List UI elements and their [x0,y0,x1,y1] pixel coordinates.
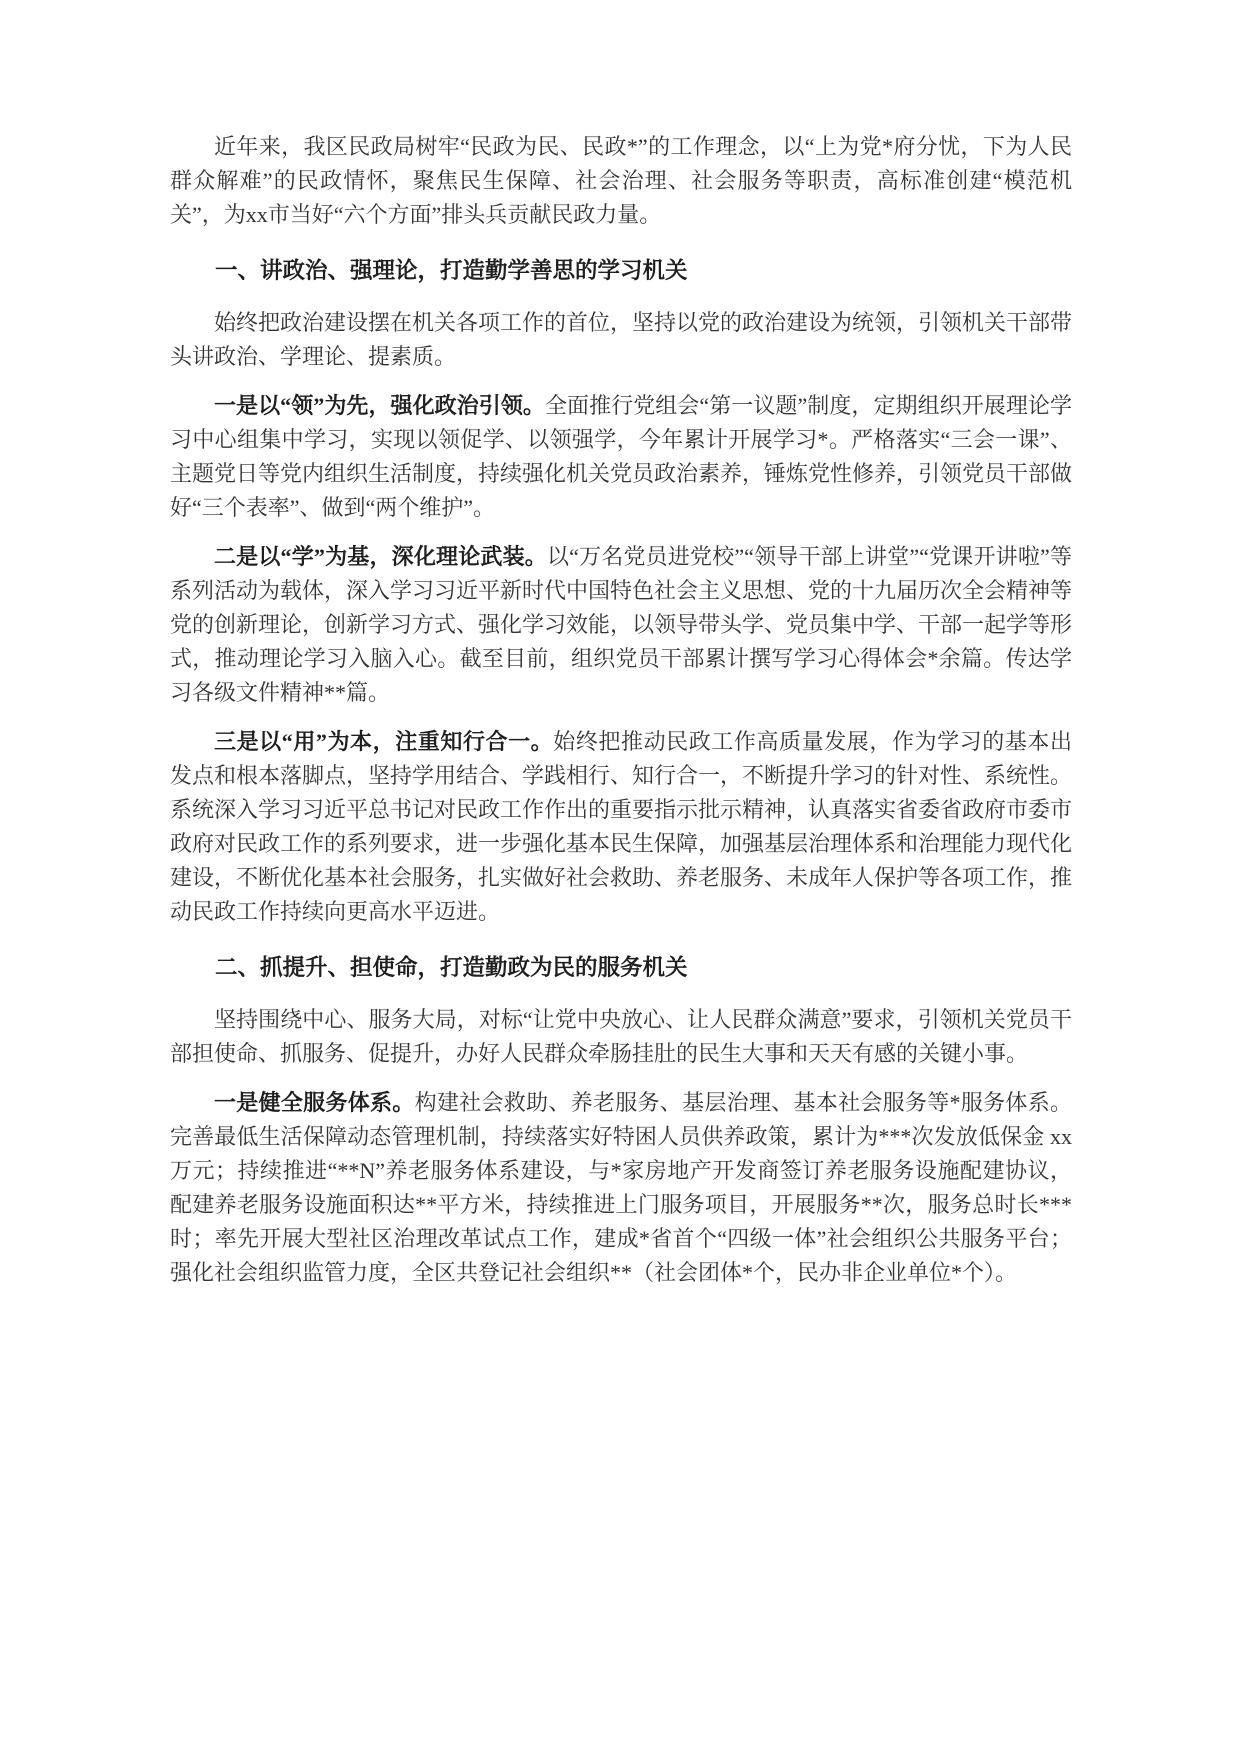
paragraph-text: 以“万名党员进党校”“领导干部上讲堂”“党课开讲啦”等系列活动为载体，深入学习习近平新时代中国特色社会主义思想、党的十九届历次全会精神等党的创新理论，创新学习方式、强化学习效能，以领导带头学、党员集中学、干部一起学等形式，推动理论学习入脑入心。截至目前，组织党员干部累计撰写学习心得体会*余篇。传达学习各级文件精神**篇。 [170,544,1073,705]
paragraph-lead: 一是健全服务体系。 [214,1090,415,1115]
body-paragraph [170,1086,1072,1290]
paragraph-text: 始终把推动民政工作高质量发展，作为学习的基本出发点和根本落脚点，坚持学用结合、学践相行、知行合一，不断提升学习的针对性、系统性。系统深入学习习近平总书记对民政工作作出的重要指示批示精神，认真落实省委省政府市委市政府对民政工作的系列要求，进一步强化基本民生保障，加强基层治理体系和治理能力现代化建设，不断优化基本社会服务，扎实做好社会救助、养老服务、未成年人保护等各项工作，推动民政工作持续向更高水平迈进。 [170,729,1073,924]
body-paragraph [170,306,1072,374]
section-heading-2 [170,951,1072,985]
paragraph-lead: 三是以“用”为本，注重知行合一。 [214,729,554,754]
paragraph-text: 构建社会救助、养老服务、基层治理、基本社会服务等*服务体系。完善最低生活保障动态管理机制，持续落实好特困人员供养政策，累计为***次发放低保金 xx 万元；持续推进“**N”养老服务体系建设，与*家房地产开发商签订养老服务设施配建协议，配建养老服务设施面积达**平方米，持续推进上门服务项目，开展服务**次，服务总时长***时；率先开展大型社区治理改革试点工作，建成*省首个“四级一体”社会组织公共服务平台；强化社会组织监管力度，全区共登记社会组织**（社会团体*个，民办非企业单位*个）。 [170,1090,1072,1285]
section-heading-1 [170,254,1072,288]
body-paragraph [170,389,1072,525]
paragraph-text: 始终把政治建设摆在机关各项工作的首位，坚持以党的政治建设为统领，引领机关干部带头讲政治、学理论、提素质。 [170,310,1073,369]
paragraph-text: 近年来，我区民政局树牢“民政为民、民政*”的工作理念，以“上为党*府分忧，下为人民群众解难”的民政情怀，聚焦民生保障、社会治理、社会服务等职责，高标准创建“模范机关”，为xx市当好“六个方面”排头兵贡献民政力量。 [170,134,1072,227]
heading-text: 一、讲政治、强理论，打造勤学善思的学习机关 [215,258,688,283]
heading-text: 二、抓提升、担使命，打造勤政为民的服务机关 [215,955,688,980]
paragraph-lead: 二是以“学”为基，深化理论武装。 [214,544,547,569]
paragraph-lead: 一是以“领”为先，强化政治引领。 [214,393,545,418]
paragraph-text: 全面推行党组会“第一议题”制度，定期组织开展理论学习中心组集中学习，实现以领促学、以领强学，今年累计开展学习*。严格落实“三会一课”、主题党日等党内组织生活制度，持续强化机关党员政治素养，锤炼党性修养，引领党员干部做好“三个表率”、做到“两个维护”。 [170,393,1073,520]
body-paragraph [170,540,1072,710]
body-paragraph [170,725,1072,929]
body-paragraph [170,1003,1072,1071]
intro-paragraph [170,130,1072,232]
paragraph-text: 坚持围绕中心、服务大局，对标“让党中央放心、让人民群众满意”要求，引领机关党员干部担使命、抓服务、促提升，办好人民群众牵肠挂肚的民生大事和天天有感的关键小事。 [170,1007,1072,1066]
